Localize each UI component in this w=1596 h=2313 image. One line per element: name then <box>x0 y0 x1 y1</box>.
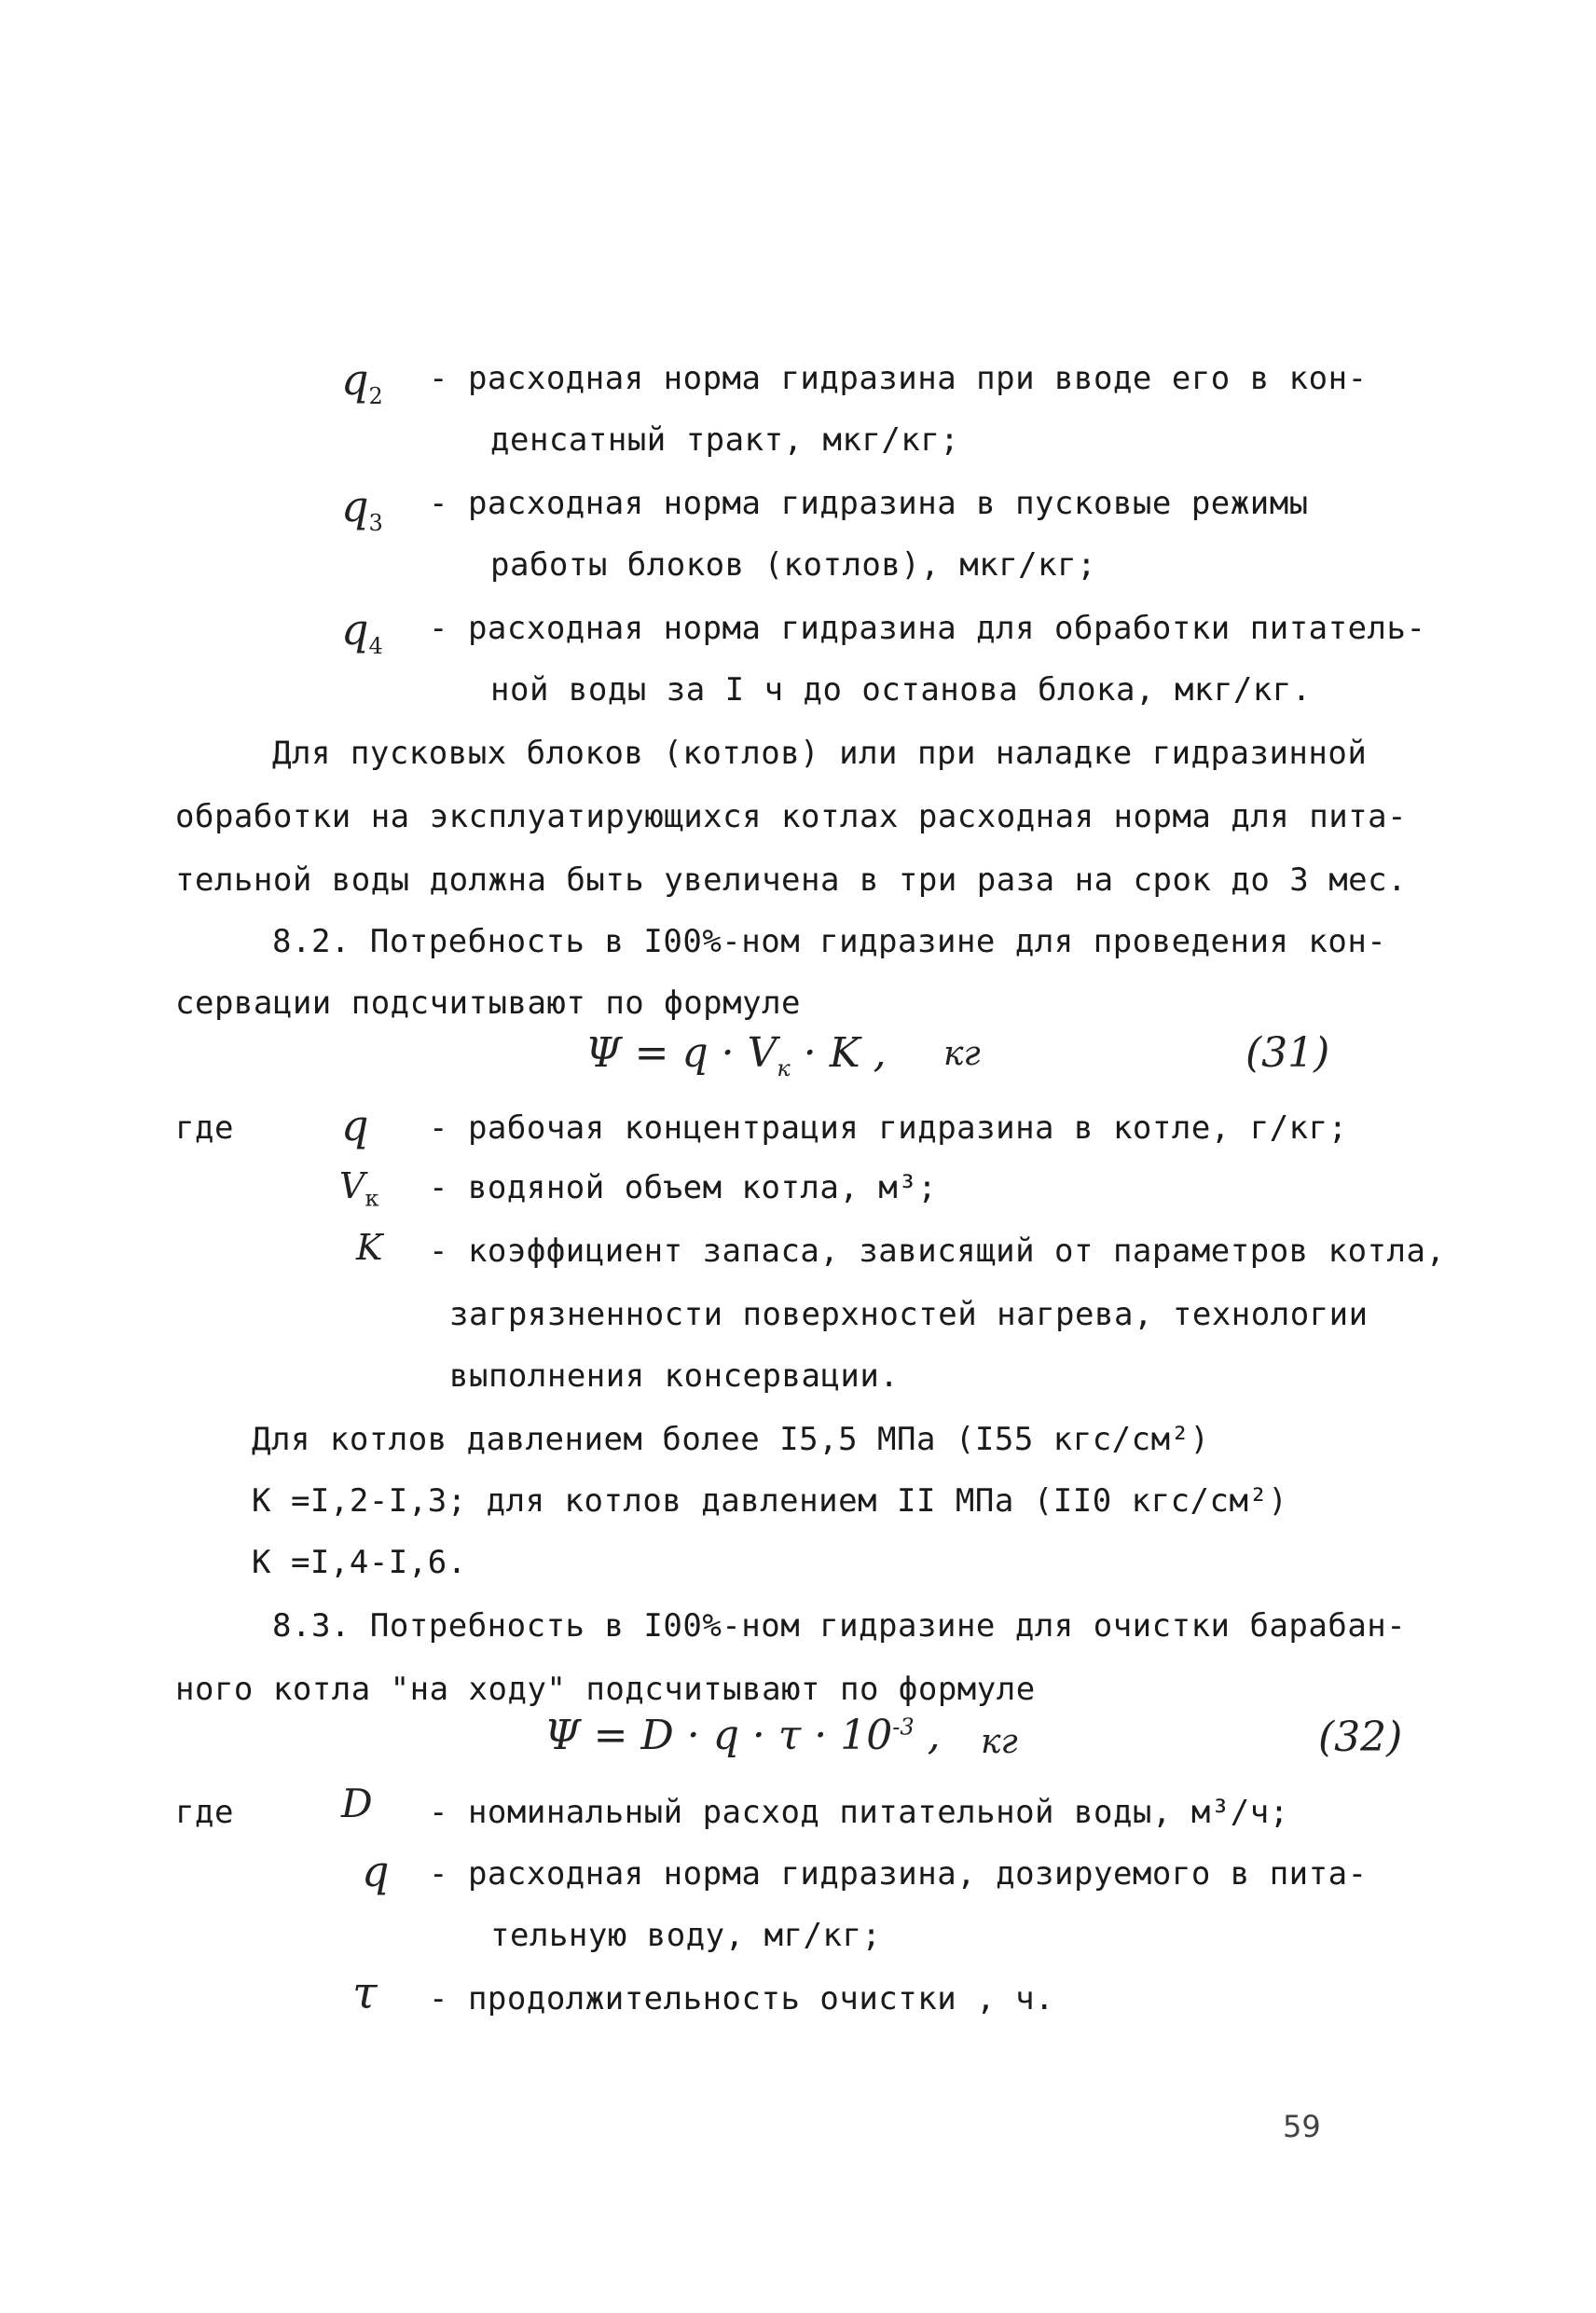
formula-31-comma: , <box>873 1029 887 1077</box>
formula-31 <box>585 1029 887 1081</box>
def-q2-line1: - расходная норма гидразина при вводе его в кон- <box>429 360 1368 397</box>
para-k-line1: Для котлов давлением более I5,5 МПа (I55 кгс/см²) <box>252 1421 1210 1458</box>
symbol-k: K <box>356 1227 383 1268</box>
formula-32-dot1: · <box>686 1712 700 1759</box>
symbol-q-32: q <box>362 1846 390 1896</box>
formula-31-v-sub: к <box>777 1054 791 1081</box>
formula-32-number: (32) <box>1318 1714 1403 1761</box>
where-label-32: где <box>175 1794 234 1831</box>
para-startup-line1: Для пусковых блоков (котлов) или при наладке гидразинной <box>272 735 1368 772</box>
formula-31-q: q <box>681 1029 709 1077</box>
def-31-k-line3: выполнения консервации. <box>449 1357 900 1395</box>
formula-32-lhs: Ψ = <box>544 1712 628 1759</box>
section-8-3-line2: ного котла "на ходу" подсчитывают по формуле <box>175 1671 1036 1708</box>
def-q2-line2: денсатный тракт, мкг/кг; <box>490 421 960 459</box>
formula-31-lhs: Ψ = <box>585 1029 669 1077</box>
symbol-q-31: q <box>341 1100 369 1150</box>
formula-31-number: (31) <box>1245 1029 1330 1077</box>
page-number: 59 <box>1283 2109 1321 2144</box>
symbol-q2: $q_2$ <box>341 354 383 410</box>
formula-32-ten: 10 <box>840 1712 893 1759</box>
formula-32-q: q <box>712 1712 739 1759</box>
formula-31-dot1: · <box>721 1029 735 1077</box>
formula-32-unit: кг <box>981 1723 1018 1761</box>
def-q3-line2: работы блоков (котлов), мкг/кг; <box>490 546 1097 584</box>
formula-32-dot3: · <box>814 1712 828 1759</box>
para-startup-line2: обработки на эксплуатирующихся котлах расходная норма для пита- <box>175 798 1408 835</box>
def-32-d: - номинальный расход питательной воды, м³/ч; <box>429 1794 1289 1831</box>
symbol-q4: $q_4$ <box>341 604 383 660</box>
section-8-2-line1: 8.2. Потребность в I00%-ном гидразине для проведения кон- <box>272 923 1387 960</box>
section-8-3-line1: 8.3. Потребность в I00%-ном гидразине для очистки барабан- <box>272 1607 1407 1645</box>
def-32-tau: - продолжительность очистки , ч. <box>429 1980 1055 2017</box>
para-startup-line3: тельной воды должна быть увеличена в три раза на срок до 3 мес. <box>175 861 1408 899</box>
para-k-line3: K =I,4-I,6. <box>252 1544 467 1581</box>
formula-31-dot2: · <box>803 1029 817 1077</box>
def-31-k-line2: загрязненности поверхностей нагрева, технологии <box>449 1296 1369 1333</box>
formula-31-v: V <box>747 1029 777 1077</box>
formula-31-k: K <box>829 1029 860 1077</box>
formula-32 <box>544 1712 941 1759</box>
section-8-2-line2: сервации подсчитывают по формуле <box>175 984 802 1022</box>
def-q3-line1: - расходная норма гидразина в пусковые режимы <box>429 485 1309 522</box>
def-q4-line1: - расходная норма гидразина для обработки питатель- <box>429 610 1426 647</box>
where-label-31: где <box>175 1109 234 1147</box>
formula-32-d: D <box>640 1712 674 1759</box>
formula-32-dot2: · <box>751 1712 765 1759</box>
def-q4-line2: ной воды за I ч до останова блока, мкг/кг. <box>490 671 1312 709</box>
para-k-line2: K =I,2-I,3; для котлов давлением II МПа (II0 кгс/см²) <box>252 1482 1288 1520</box>
def-31-q: - рабочая концентрация гидразина в котле, г/кг; <box>429 1109 1348 1147</box>
symbol-tau: τ <box>352 1967 378 2019</box>
def-32-q-line2: тельную воду, мг/кг; <box>490 1917 882 1954</box>
def-31-k-line1: - коэффициент запаса, зависящий от параметров котла, <box>429 1232 1446 1270</box>
formula-32-t: τ <box>777 1712 802 1759</box>
def-32-q-line1: - расходная норма гидразина, дозируемого в пита- <box>429 1855 1368 1893</box>
formula-32-exp: -3 <box>892 1714 915 1741</box>
formula-31-unit: кг <box>943 1035 981 1073</box>
formula-32-comma: , <box>927 1712 941 1759</box>
symbol-d: D <box>341 1781 373 1826</box>
symbol-q3: $q_3$ <box>341 481 383 537</box>
def-31-vk: - водяной объем котла, м³; <box>429 1169 938 1206</box>
symbol-vk: $V_к$ <box>339 1165 379 1212</box>
